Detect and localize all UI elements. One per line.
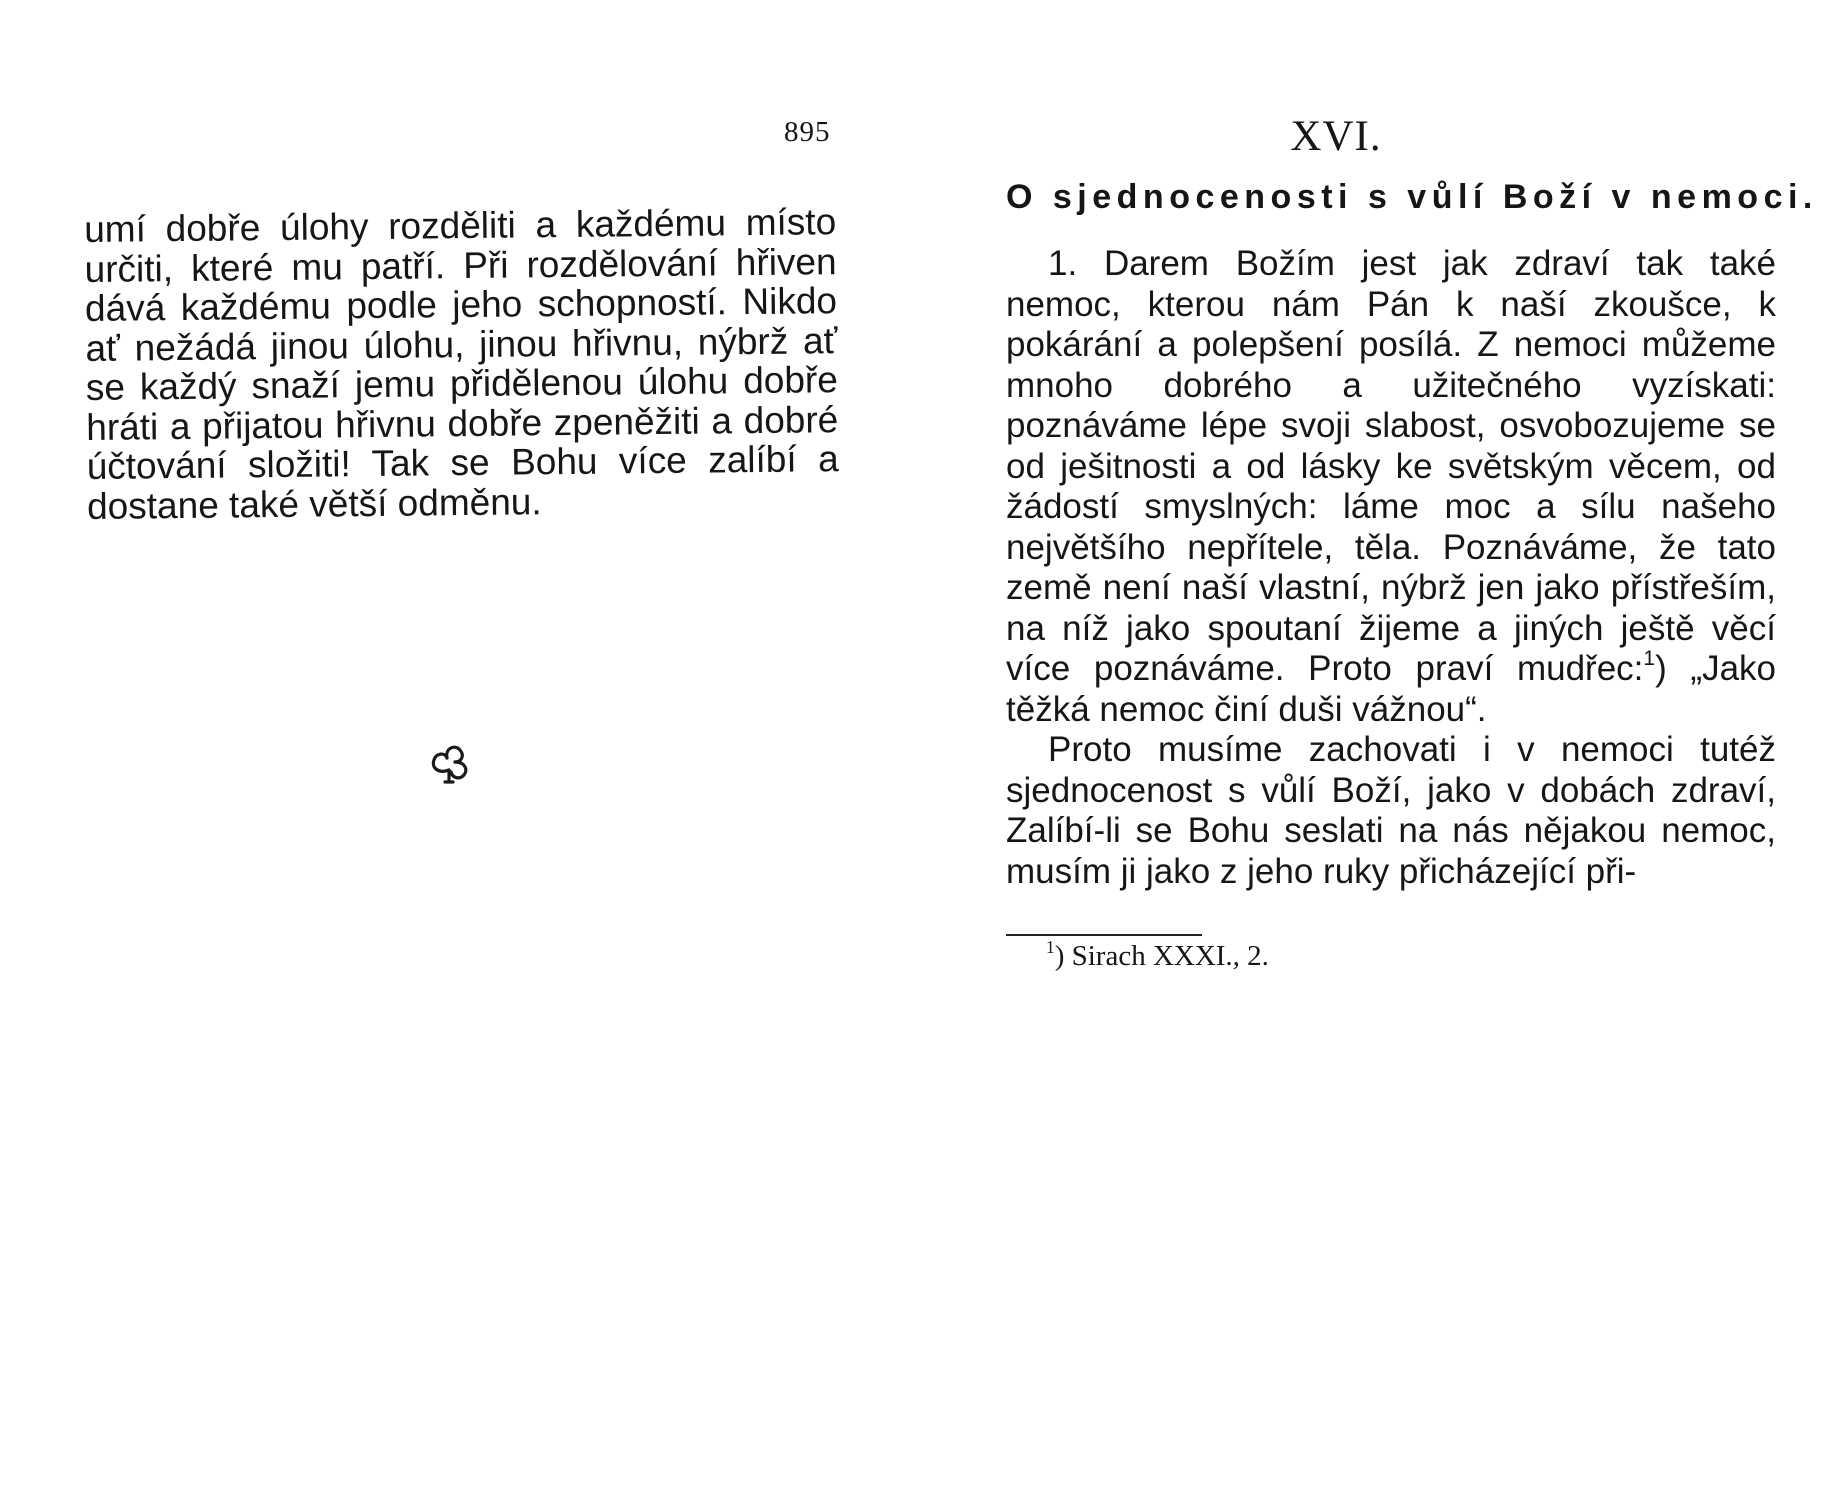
- chapter-title: O sjednocenosti s vůlí Boží v nemoci.: [1006, 178, 1818, 216]
- right-page: [912, 0, 1824, 1500]
- trefoil-ornament-icon: [425, 740, 473, 788]
- paragraph-1-quote: ) „Jako těžká nemoc činí duši vážnou“.: [1006, 649, 1776, 729]
- footnote-marker: 1: [1046, 936, 1055, 957]
- right-page-text: [1006, 244, 1776, 892]
- footnote-text: ) Sirach XXXI., 2.: [1054, 940, 1269, 972]
- paragraph-1: [1006, 244, 1776, 730]
- left-page-text: [84, 202, 839, 526]
- footnote: [1046, 936, 1269, 973]
- chapter-number: XVI.: [1290, 113, 1382, 160]
- page-number: 895: [784, 116, 831, 148]
- paragraph-1-text: 1. Darem Božím jest jak zdraví tak také nemoc, kterou nám Pán k naší zkoušce, k pokárání a polepšení posílá. Z nemoci můžeme mnoho dobrého a užitečného vyzískati: poznáváme lépe svoji slabost, osvobozujeme se od ješitnosti a od lásky ke světským věcem, od žádostí smyslných: láme moc a sílu našeho největšího nepřítele, těla. Poznáváme, že tato země není naší vlastní, nýbrž jen jako přístřeším, na níž jako spoutaní žijeme a jiných ještě věcí více poznáváme. Proto praví mudřec:: [1006, 244, 1776, 688]
- footnote-divider: [1006, 934, 1202, 936]
- left-paragraph: umí dobře úlohy rozděliti a každému místo určiti, které mu patří. Při rozdělování hřiven dává každému podle jeho schopností. Nikdo ať nežádá jinou úlohu, jinou hřivnu, nýbrž ať se každý snaží jemu přidělenou úlohu dobře hráti a přijatou hřivnu dobře zpeněžiti a dobré účtování složiti! Tak se Bohu více zalíbí a dostane také větší odměnu.: [83, 201, 839, 527]
- paragraph-2: Proto musíme zachovati i v nemoci tutéž sjednocenost s vůlí Boží, jako v dobách zdraví, Zalíbí-li se Bohu seslati na nás nějakou nemoc, musím ji jako z jeho ruky přicházející při-: [1006, 730, 1776, 891]
- footnote-reference: 1: [1643, 647, 1656, 671]
